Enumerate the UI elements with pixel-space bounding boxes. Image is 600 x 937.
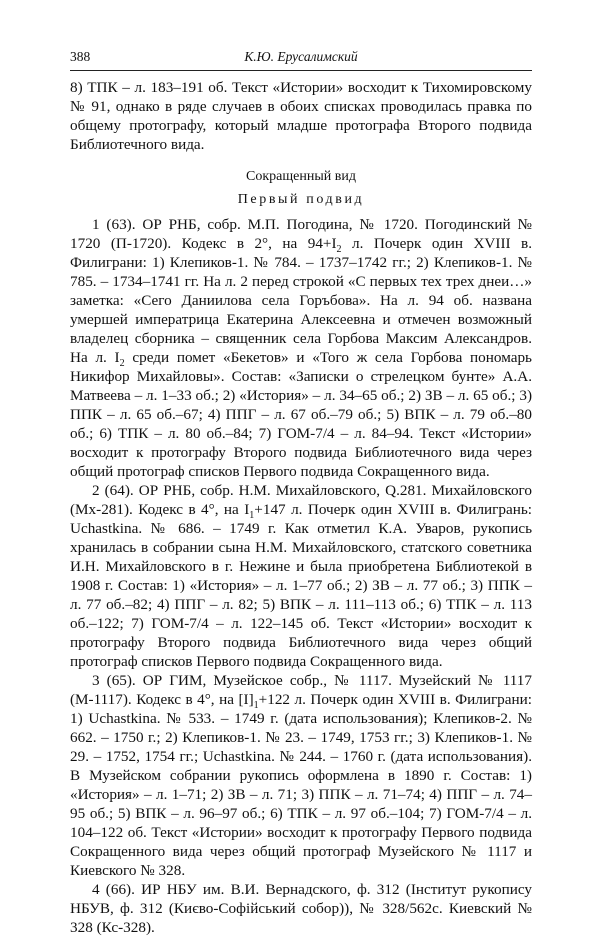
header-rule	[70, 70, 532, 71]
entry-number: 3 (65).	[92, 672, 136, 689]
entry-paragraph-2	[70, 481, 532, 671]
entry-text: л. Почерк один XVIII в. Филиграни: 1) Клепиков-1. № 784. – 1737–1742 гг.; 2) Клепиков-1. № 785. – 1734–1741 гг. На л. 2 перед строкой «С первых тех трех днеи…» заметка: «Сего Даниилова села Горъбова». На л. 94 об. названа умершей императрица Екатерина Алексеевна и отмечен возможный владелец сборника – священник села Горбова Максим Александров. На л. I	[70, 235, 532, 366]
entry-number: 4 (66).	[92, 881, 135, 898]
entry-text: ИР НБУ им. В.И. Вернадского, ф. 312 (Інститут рукопису НБУВ, ф. 312 (Києво-Софійський собор)), № 328/562с. Киевский № 328 (Кс-328).	[70, 881, 532, 936]
entry-text: ОР ГИМ, Музейское собр., № 1117. Музейский № 1117 (М-1117). Кодекс в 4°, на [I]	[70, 672, 532, 708]
running-head	[70, 48, 532, 66]
entry-text: среди помет «Бекетов» и «Того ж села Горбова пономарь Никифор Михайловы». Состав: «Записки о стрелецком бунте» А.А. Матвеева – л. 1–33 об.; 2) «История» – л. 34–65 об.; 2) ЗВ – л. 65 об.; 3) ППК – л. 65 об.–67; 4) ППГ – л. 67 об.–79 об.; 5) ВПК – л. 79 об.–80 об.; 6) ТПК – л. 80 об.–84; 7) ГОМ-7/4 – л. 84–94. Текст «Истории» восходит к протографу Второго подвида Библиотечного вида через общий протограф списков Первого подвида Сокращенного вида.	[70, 349, 532, 480]
section-heading: Сокращенный вид	[246, 169, 356, 184]
intro-paragraph: 8) ТПК – л. 183–191 об. Текст «Истории» восходит к Тихомировскому № 91, однако в ряде случаев в обоих списках проводилась правка по общему протографу, который младше протографа Второго подвида Библиотечного вида.	[70, 79, 532, 153]
entry-paragraph-1	[70, 215, 532, 481]
running-title: К.Ю. Ерусалимский	[244, 49, 358, 64]
entry-paragraph-3	[70, 671, 532, 880]
entry-text: ОР РНБ, собр. М.П. Погодина, № 1720. Погодинский № 1720 (П-1720). Кодекс в 2°, на 94+I	[70, 216, 532, 252]
subscript: 1	[249, 510, 255, 522]
entry-number: 1 (63).	[92, 216, 136, 233]
entry-paragraph-4	[70, 880, 532, 937]
subscript: 2	[336, 244, 342, 256]
body-text	[70, 78, 532, 937]
entry-text: ОР РНБ, собр. Н.М. Михайловского, Q.281. Михайловского (Мх-281). Кодекс в 4°, на I	[70, 482, 532, 518]
entry-text: +122 л. Почерк один XVIII в. Филиграни: 1) Uchastkina. № 533. – 1749 г. (дата использования); Клепиков-2. № 662. – 1750 г.; 2) Клепиков-1. № 23. – 1749, 1753 гг.; 3) Клепиков-1. № 29. – 1752, 1754 гг.; Uchastkina. № 244. – 1760 г. (дата использования). В Музейском собрании рукопись оформлена в 1890 г. Состав: 1) «История» – л. 1–71; 2) ЗВ – л. 71; 3) ППК – л. 71–74; 4) ППГ – л. 74–95 об.; 5) ВПК – л. 96–97 об.; 6) ТПК – л. 97 об.–104; 7) ГОМ-7/4 – л. 104–122 об. Текст «Истории» восходит к протографу Первого подвида Сокращенного вида через общий протограф Музейского № 1117 и Киевского № 328.	[70, 691, 532, 879]
entry-text: +147 л. Почерк один XVIII в. Филигрань: Uchastkina. № 686. – 1749 г. Как отметил К.А. Уваров, рукопись хранилась в собрании сына Н.М. Михайловского, статского советника И.Н. Михайловского в г. Нежине и была приобретена Библиотекой в 1908 г. Состав: 1) «История» – л. 1–77 об.; 2) ЗВ – л. 77 об.; 3) ППК – л. 77 об.–82; 4) ППГ – л. 82; 5) ВПК – л. 111–113 об.; 6) ТПК – л. 113 об.–122; 7) ГОМ-7/4 – л. 122–145 об. Текст «Истории» восходит к протографу Второго подвида Библиотечного вида через общий протограф списков Первого подвида Сокращенного вида.	[70, 501, 532, 670]
entry-number: 2 (64).	[92, 482, 134, 499]
subscript: 1	[253, 700, 259, 712]
subscript: 2	[119, 358, 125, 370]
subsection-heading: Первый подвид	[237, 192, 365, 207]
page-number: 388	[70, 49, 91, 64]
